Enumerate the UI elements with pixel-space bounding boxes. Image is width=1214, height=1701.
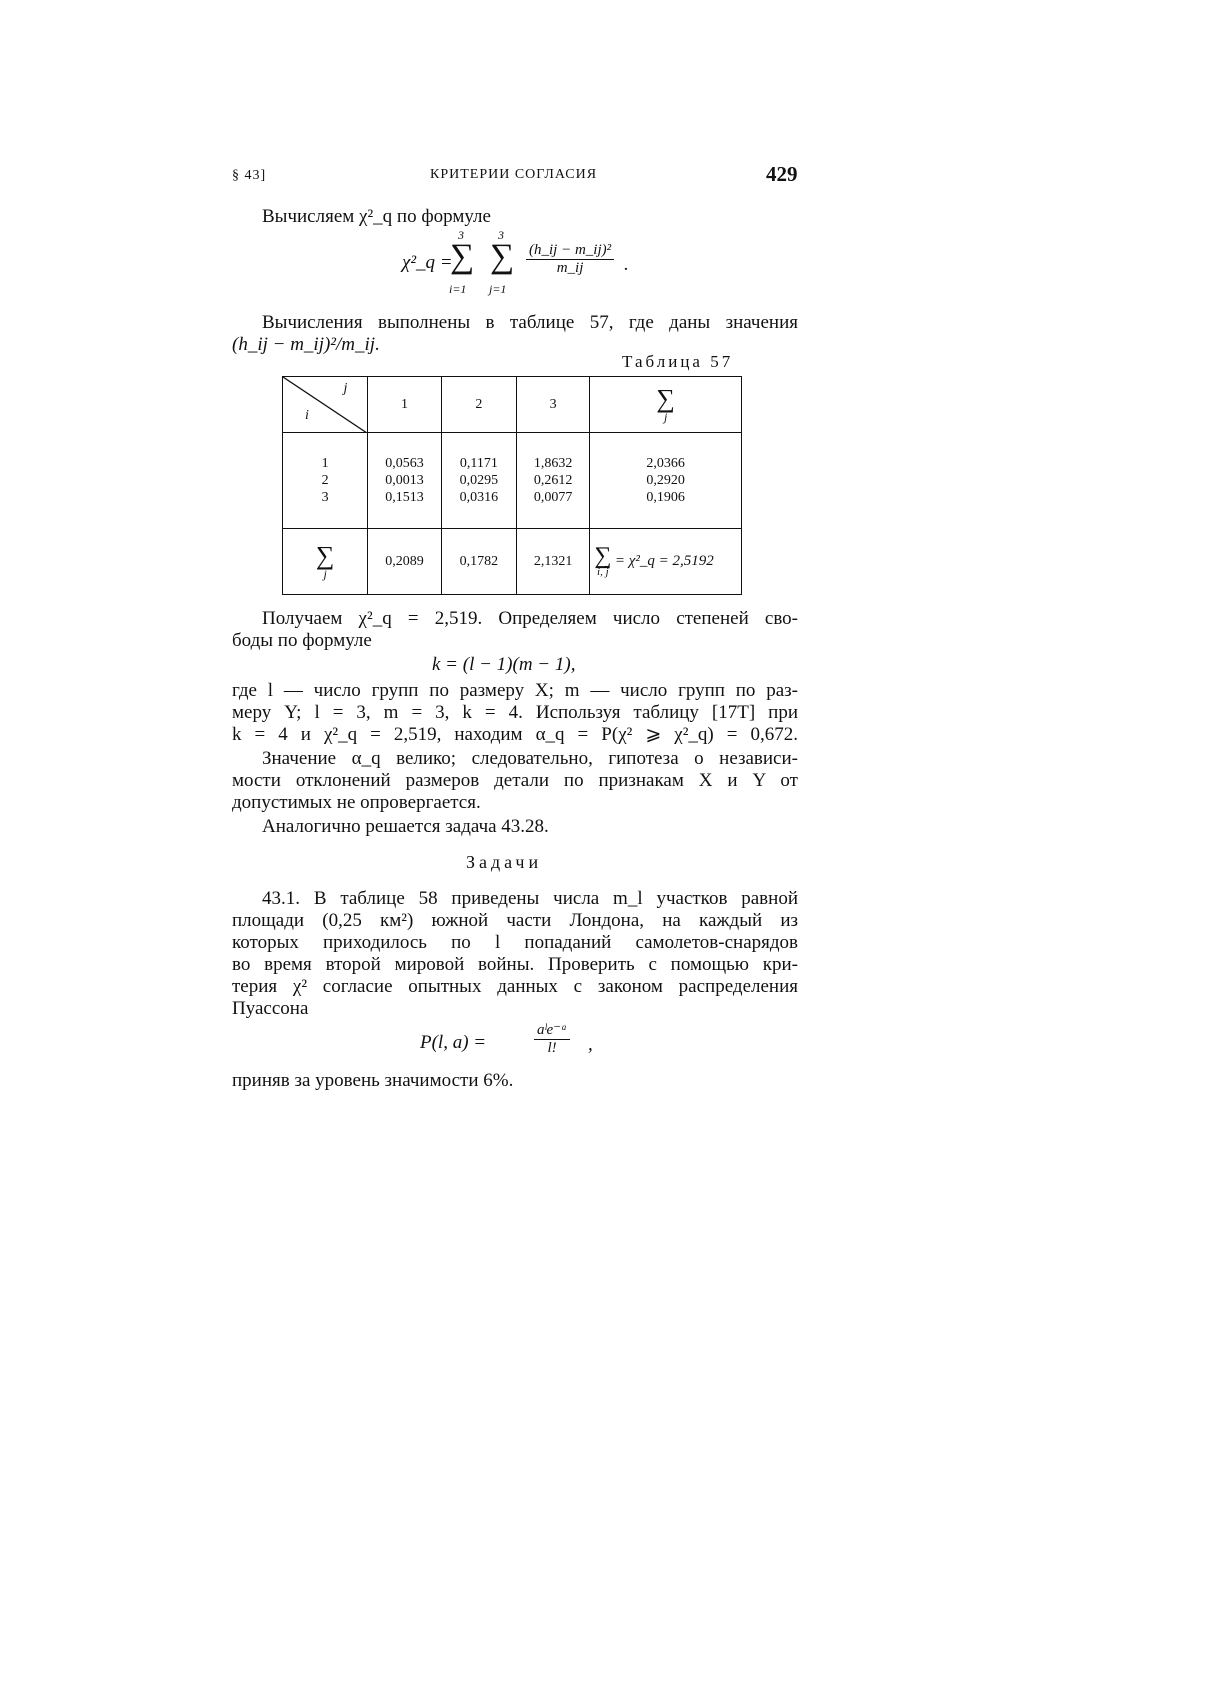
degrees-of-freedom-formula: k = (l − 1)(m − 1), [432, 654, 576, 675]
row-labels-cell [283, 433, 368, 529]
row-sum-values [590, 433, 742, 529]
paragraph-where-line3: k = 4 и χ²_q = 2,519, находим α_q = P(χ² ⩾ χ²_q) = 0,672. [232, 724, 798, 745]
section-title: Задачи [466, 852, 543, 872]
paragraph-result-line1: Получаем χ²_q = 2,519. Определяем число степеней сво- [262, 608, 798, 629]
col-sum-1: 0,2089 [368, 529, 441, 595]
chi-square-formula [402, 228, 652, 296]
sum-i-upper: 3 [458, 228, 464, 242]
problem-line3: которых приходилось по l попаданий самолетов-снарядов [232, 932, 798, 953]
significance-line: приняв за уровень значимости 6%. [232, 1070, 514, 1091]
cell-1-3: 1,8632 [533, 456, 573, 471]
table-corner-cell [283, 377, 368, 433]
corner-j-label: j [343, 381, 348, 396]
sum-row-subscript: j [323, 566, 327, 581]
poisson-formula [420, 1016, 620, 1066]
grand-total-text: = χ²_q = 2,5192 [614, 553, 714, 569]
paragraph-result-line2: боды по формуле [232, 630, 372, 651]
table-header-row [283, 377, 742, 433]
col-sum-2: 0,1782 [441, 529, 516, 595]
col-header-sum [590, 377, 742, 433]
sum-row-symbol: ∑ [315, 540, 335, 570]
formula1-period: . [624, 254, 629, 275]
row-sum-2: 0,2920 [646, 473, 685, 488]
problem-line1: 43.1. В таблице 58 приведены числа m_l участков равной [262, 888, 798, 909]
row-sum-3: 0,1906 [646, 490, 685, 505]
col-sum-3: 2,1321 [517, 529, 590, 595]
poisson-fraction [534, 1020, 570, 1057]
grand-total-cell [590, 529, 742, 595]
paragraph-where-line2: меру Y; l = 3, m = 3, k = 4. Используя таблицу [17T] при [232, 702, 798, 723]
paragraph-table-ref-line2: (h_ij − m_ij)²/m_ij. [232, 334, 380, 355]
row-sum-1: 2,0366 [646, 456, 685, 471]
total-sum-symbol: ∑ [594, 543, 612, 569]
poisson-numerator: aˡe⁻ᵃ [534, 1020, 570, 1040]
problem-line5: терия χ² согласие опытных данных с законом распределения [232, 976, 798, 997]
total-sum-group [594, 545, 611, 578]
problem-line2: площади (0,25 км²) южной части Лондона, на каждый из [232, 910, 798, 931]
cell-3-1: 0,1513 [385, 490, 424, 505]
col3-values [517, 433, 590, 529]
paragraph-conclusion-line2: мости отклонений размеров детали по признакам X и Y от [232, 770, 798, 791]
col-header-1: 1 [368, 377, 441, 433]
paragraph-where-line1: где l — число групп по размеру X; m — число групп по раз- [232, 680, 798, 701]
paragraph-analog: Аналогично решается задача 43.28. [262, 816, 549, 837]
total-sum-subscript: i, j [597, 566, 609, 578]
sum-row-label [283, 529, 368, 595]
formula1-lhs: χ²_q = [402, 252, 453, 273]
sum-i-symbol: ∑ [450, 238, 475, 275]
sum-j-upper: 3 [498, 228, 504, 242]
row-label-1: 1 [321, 456, 329, 471]
corner-i-label: i [305, 408, 309, 423]
cell-1-1: 0,0563 [385, 456, 424, 471]
poisson-denominator: l! [547, 1040, 557, 1056]
cell-2-3: 0,2612 [533, 473, 573, 488]
row-label-2: 2 [321, 473, 329, 488]
table-57 [282, 376, 742, 595]
paragraph-conclusion-line3: допустимых не опровергается. [232, 792, 481, 813]
sum-symbol: ∑ [656, 383, 675, 413]
row-label-3: 3 [321, 490, 329, 505]
sum-j-symbol: ∑ [490, 238, 515, 275]
table-body-row [283, 433, 742, 529]
cell-3-3: 0,0077 [533, 490, 573, 505]
col2-values [441, 433, 516, 529]
cell-3-2: 0,0316 [459, 490, 499, 505]
col-header-3: 3 [517, 377, 590, 433]
poisson-comma: , [588, 1034, 593, 1055]
running-title: КРИТЕРИИ СОГЛАСИЯ [430, 167, 598, 182]
page-number: 429 [766, 162, 798, 186]
sum-j-lower: j=1 [489, 282, 507, 296]
poisson-lhs: P(l, a) = [420, 1032, 487, 1053]
cell-2-2: 0,0295 [459, 473, 499, 488]
col1-values [368, 433, 441, 529]
paragraph-table-ref-line1: Вычисления выполнены в таблице 57, где даны значения [262, 312, 798, 333]
col-header-2: 2 [441, 377, 516, 433]
formula1-denominator: m_ij [556, 260, 584, 276]
formula1-numerator: (h_ij − m_ij)² [526, 242, 614, 260]
corner-diagonal [283, 377, 367, 433]
section-marker: § 43] [232, 168, 267, 183]
table-sum-row [283, 529, 742, 595]
paragraph-conclusion-line1: Значение α_q велико; следовательно, гипотеза о независи- [262, 748, 798, 769]
cell-1-2: 0,1171 [459, 456, 498, 471]
formula1-fraction [526, 242, 614, 277]
sum-header-subscript: j [663, 409, 668, 424]
sum-i-lower: i=1 [449, 282, 467, 296]
problem-line4: во время второй мировой войны. Проверить с помощью кри- [232, 954, 798, 975]
problem-line6: Пуассона [232, 998, 309, 1019]
cell-2-1: 0,0013 [385, 473, 424, 488]
paragraph-intro: Вычисляем χ²_q по формуле [262, 206, 491, 227]
table-caption: Таблица 57 [622, 352, 734, 371]
